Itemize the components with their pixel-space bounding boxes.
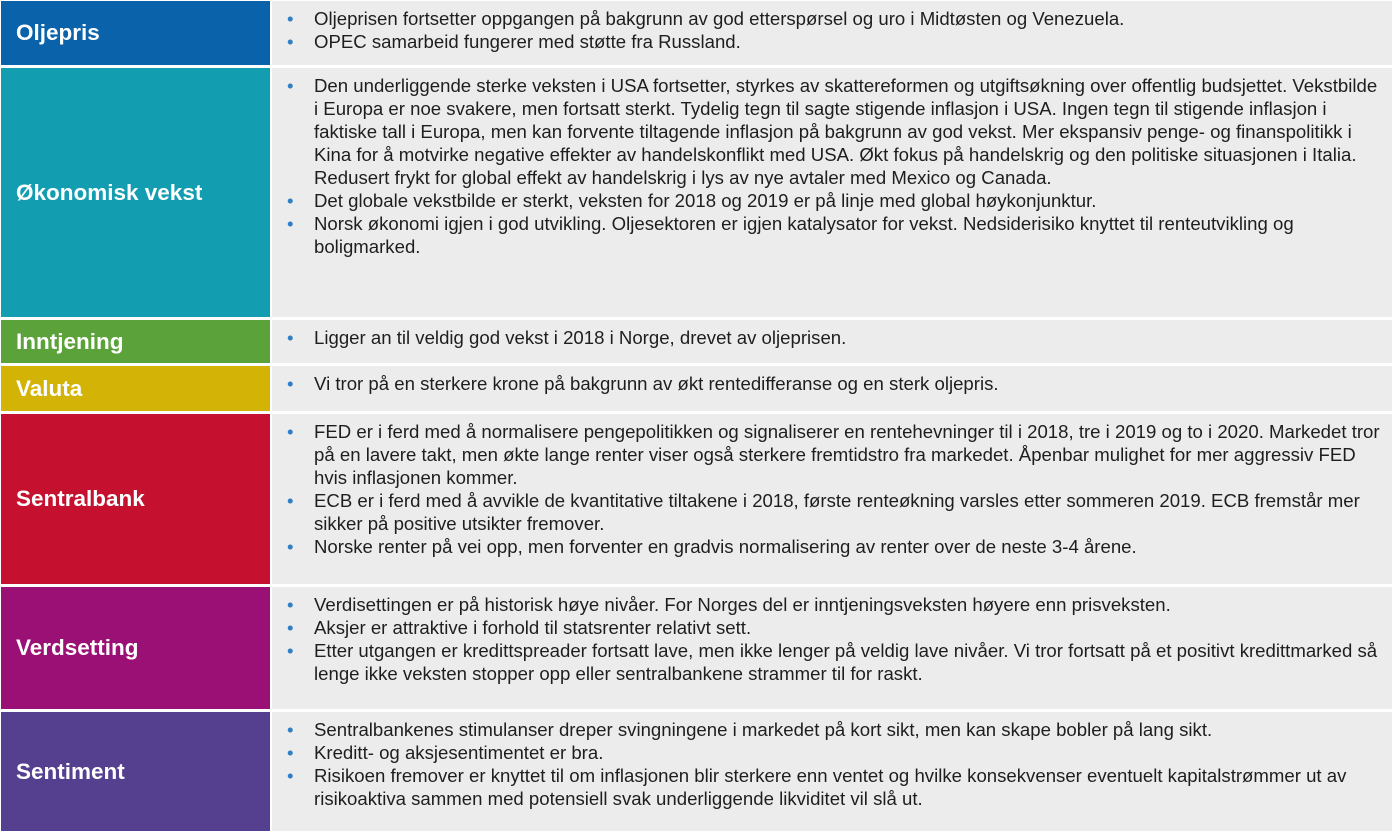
row-label: Sentiment [1,712,270,831]
bullet-item: • Aksjer er attraktive i forhold til statsrenter relativt sett. [284,616,1382,639]
bullet-item: • Oljeprisen fortsetter oppgangen på bakgrunn av god etterspørsel og uro i Midtøsten og Venezuela. [284,7,1382,30]
bullet-item: • Norsk økonomi igjen i god utvikling. Oljesektoren er igjen katalysator for vekst. Nedsiderisiko knyttet til renteutvikling og boligmarked. [284,212,1382,258]
row-content [272,587,1392,709]
row-content [272,712,1392,831]
row-content [272,1,1392,65]
row-sentralbank [0,414,1392,584]
bullet-item: • Kreditt- og aksjesentimentet er bra. [284,741,1382,764]
row-okonomisk-vekst [0,68,1392,317]
bullet-item: • OPEC samarbeid fungerer med støtte fra Russland. [284,30,1382,53]
row-inntjening [0,320,1392,363]
bullet-item: • Risikoen fremover er knyttet til om inflasjonen blir sterkere enn ventet og hvilke konsekvenser eventuelt kapitalstrømmer ut av risikoaktiva sammen med potensiell svak underliggende likviditet vil slå ut. [284,764,1382,810]
bullet-item: • Det globale vekstbilde er sterkt, veksten for 2018 og 2019 er på linje med global høykonjunktur. [284,189,1382,212]
row-label: Økonomisk vekst [1,68,270,317]
row-label: Valuta [1,366,270,411]
bullet-item: • Sentralbankenes stimulanser dreper svingningene i markedet på kort sikt, men kan skape bobler på lang sikt. [284,718,1382,741]
row-content [272,366,1392,411]
bullet-item: • Verdisettingen er på historisk høye nivåer. For Norges del er inntjeningsveksten høyere enn prisveksten. [284,593,1382,616]
row-label: Sentralbank [1,414,270,584]
row-sentiment [0,712,1392,831]
row-content [272,414,1392,584]
bullet-item: • Den underliggende sterke veksten i USA fortsetter, styrkes av skattereformen og utgiftsøkning over offentlig budsjettet. Vekstbilde i Europa er noe svakere, men fortsatt sterkt. Tydelig tegn til sagte stigende inflasjon i USA. Ingen tegn til stigende inflasjon i faktiske tall i Europa, men kan forvente tiltagende inflasjon på bakgrunn av god vekst. Mer ekspansiv penge- og finanspolitikk i Kina for å motvirke negative effekter av handelskonflikt med USA. Økt fokus på handelskrig og den politiske situasjonen i Italia. Redusert frykt for global effekt av handelskrig i lys av nye avtaler med Mexico og Canada. [284,74,1382,189]
bullet-item: • Etter utgangen er kredittspreader fortsatt lave, men ikke lenger på veldig lave nivåer. Vi tror fortsatt på et positivt kredittmarked så lenge ikke veksten stopper opp eller sentralbankene strammer til for raskt. [284,639,1382,685]
bullet-item: • Norske renter på vei opp, men forventer en gradvis normalisering av renter over de neste 3-4 årene. [284,535,1382,558]
row-valuta [0,366,1392,411]
row-verdsetting [0,587,1392,709]
row-content [272,68,1392,317]
bullet-item: • Ligger an til veldig god vekst i 2018 i Norge, drevet av oljeprisen. [284,326,1382,349]
row-label: Oljepris [1,1,270,65]
row-label: Inntjening [1,320,270,363]
row-content [272,320,1392,363]
bullet-item: • ECB er i ferd med å avvikle de kvantitative tiltakene i 2018, første renteøkning varsles etter sommeren 2019. ECB fremstår mer sikker på positive utsikter fremover. [284,489,1382,535]
bullet-item: • Vi tror på en sterkere krone på bakgrunn av økt rentedifferanse og en sterk oljepris. [284,372,1382,395]
row-label: Verdsetting [1,587,270,709]
row-oljepris [0,1,1392,65]
bullet-item: • FED er i ferd med å normalisere pengepolitikken og signaliserer en rentehevninger til i 2018, tre i 2019 og to i 2020. Markedet tror på en lavere takt, men økte lange renter viser også sterkere fremtidstro fra markedet. Åpenbar mulighet for mer aggressiv FED hvis inflasjonen kommer. [284,420,1382,489]
